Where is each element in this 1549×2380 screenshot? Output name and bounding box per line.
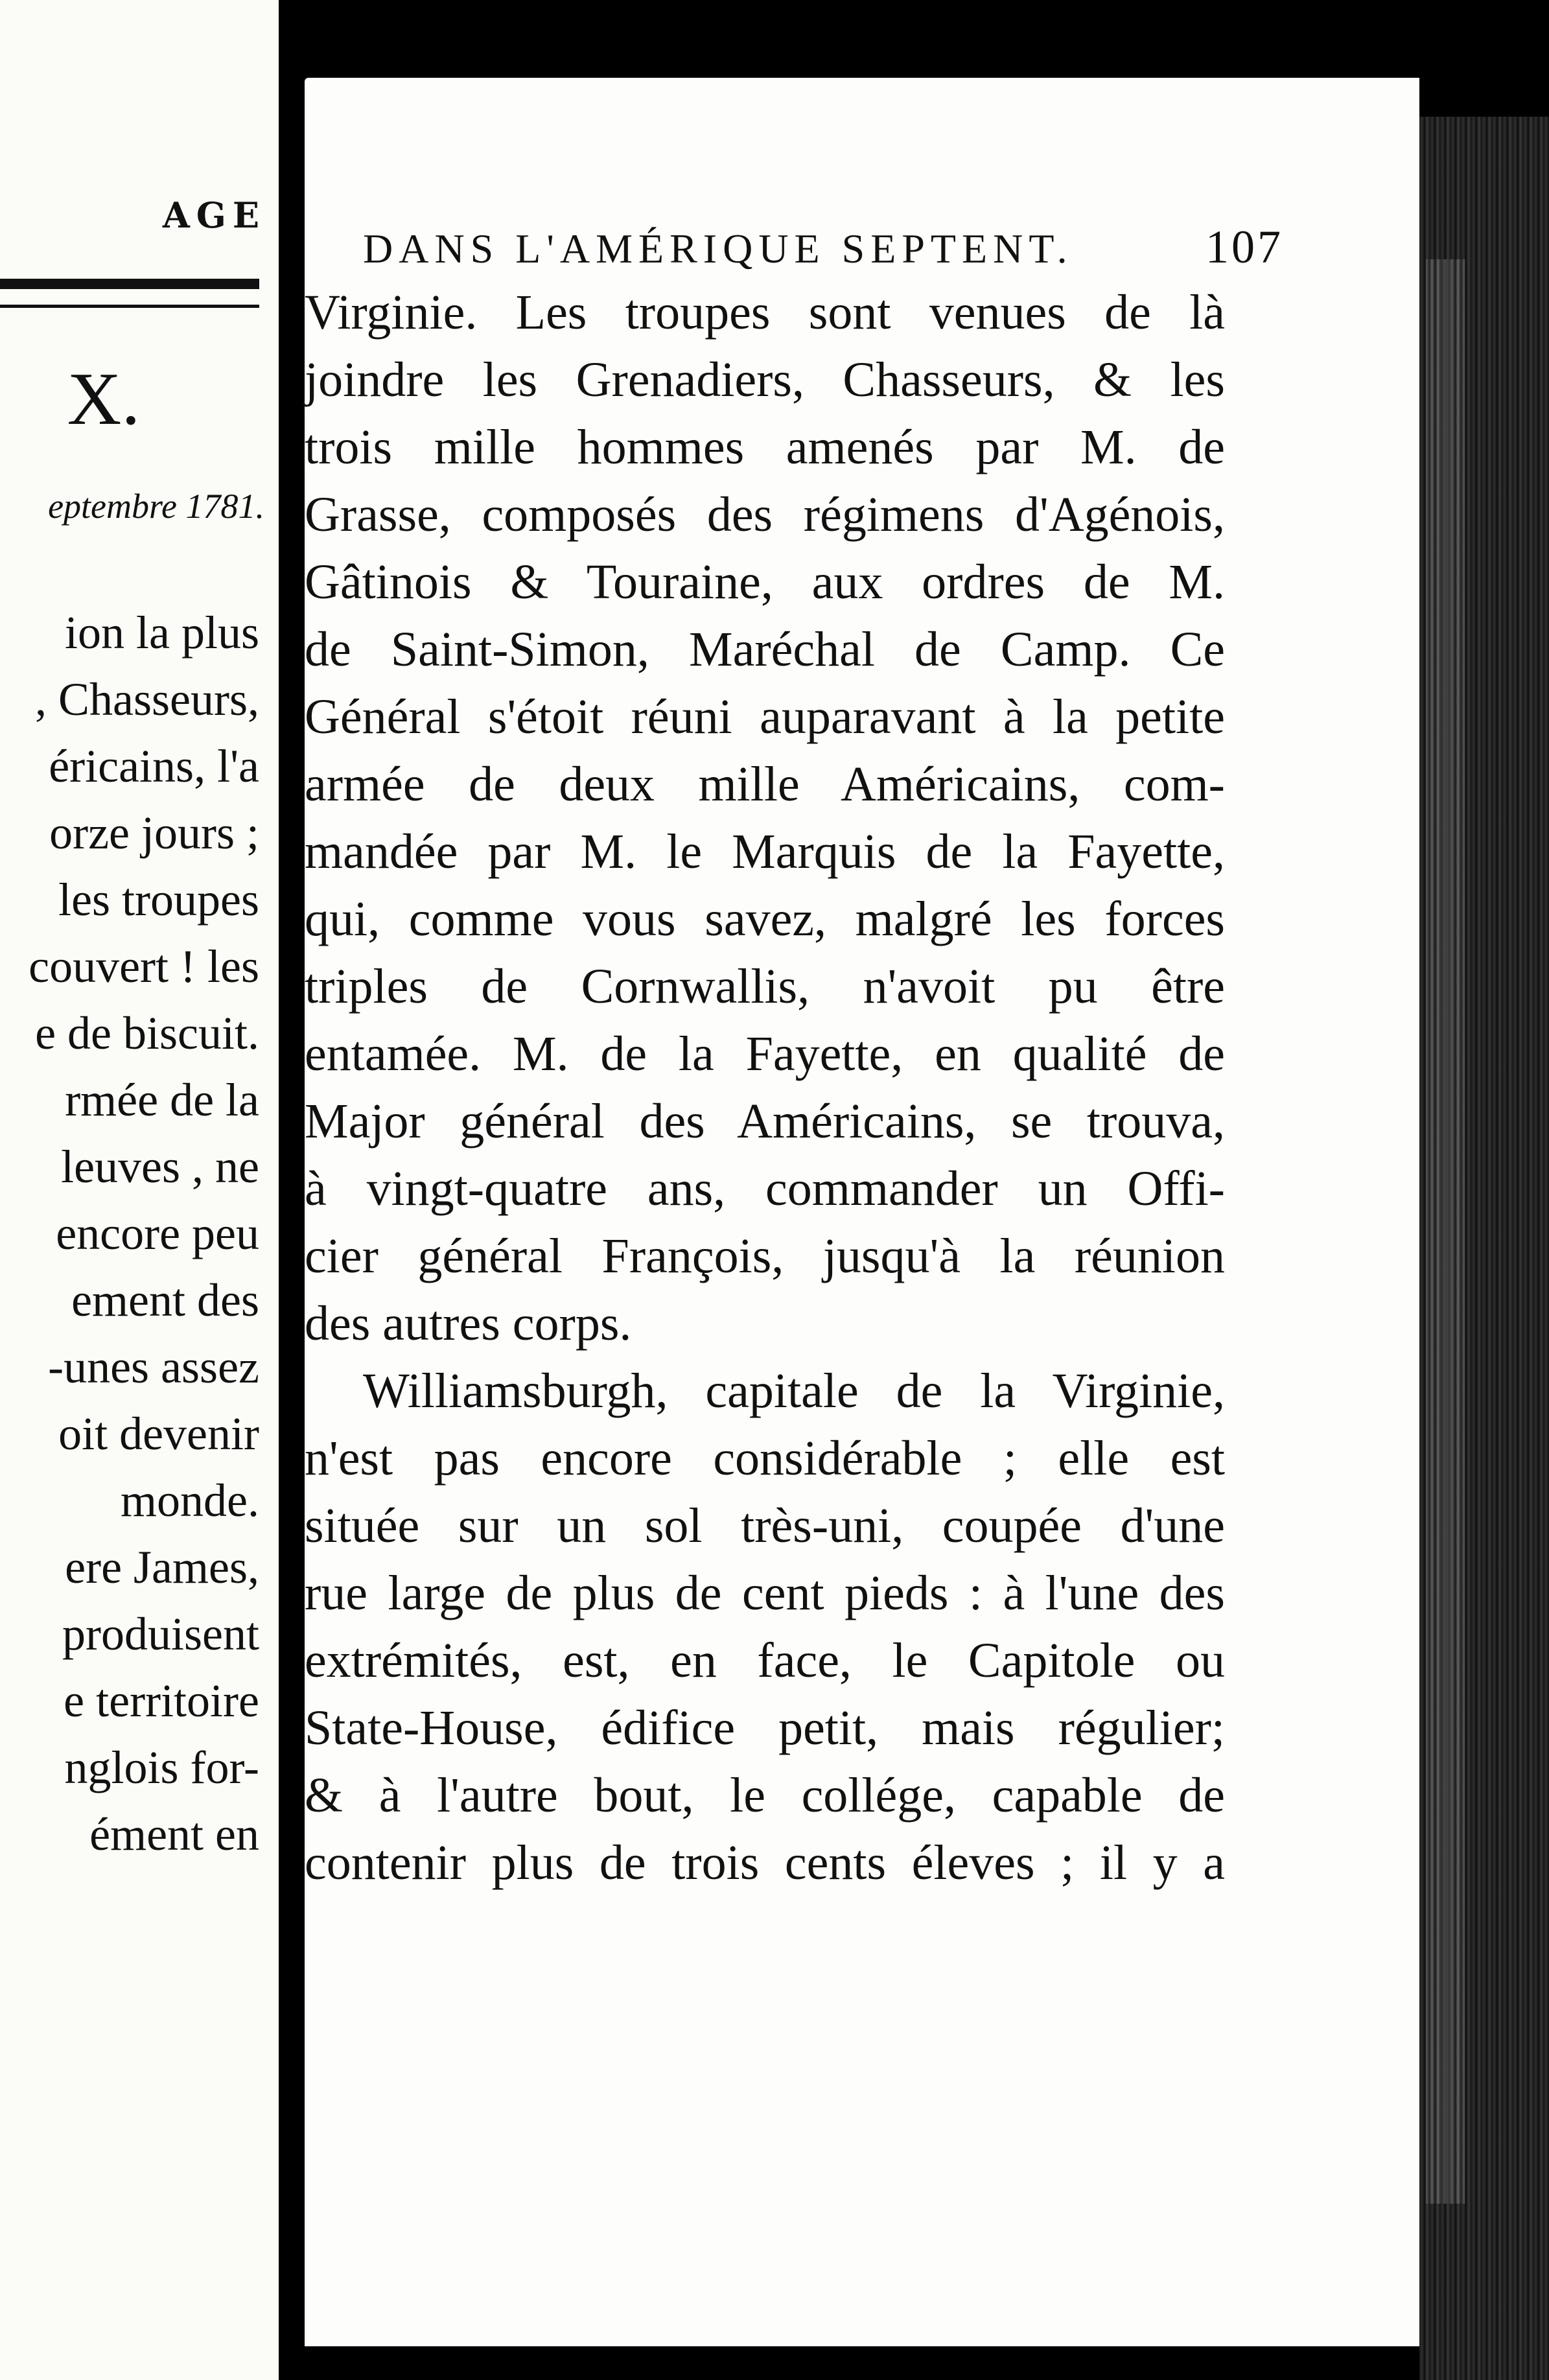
- text-line: située sur un sol très-uni, coupée d'une: [305, 1499, 1225, 1553]
- text-line: des autres corps.: [305, 1296, 632, 1351]
- left-running-head: AGE: [162, 194, 266, 236]
- left-line: -unes assez: [48, 1341, 259, 1393]
- text-line: & à l'autre bout, le collége, capable de: [305, 1768, 1225, 1823]
- text-line: Général s'étoit réuni auparavant à la petite: [305, 690, 1225, 744]
- left-line: e de biscuit.: [35, 1007, 259, 1059]
- text-line: joindre les Grenadiers, Chasseurs, & les: [305, 353, 1225, 407]
- left-line: e territoire: [64, 1675, 259, 1727]
- left-line: , Chasseurs,: [35, 673, 259, 725]
- running-head-title: DANS L'AMÉRIQUE SEPTENT.: [363, 226, 1073, 272]
- left-line: éricains, l'a: [49, 740, 259, 792]
- text-line: contenir plus de trois cents éleves ; il y a: [305, 1836, 1225, 1890]
- text-line: entamée. M. de la Fayette, en qualité de: [305, 1027, 1225, 1081]
- left-line: produisent: [62, 1608, 259, 1660]
- left-text-block: [0, 600, 259, 1868]
- text-line: armée de deux mille Américains, com-: [305, 757, 1225, 811]
- text-line: Williamsburgh, capitale de la Virginie,: [363, 1364, 1225, 1418]
- chapter-number: X.: [67, 358, 141, 441]
- text-line: Major général des Américains, se trouva,: [305, 1094, 1225, 1149]
- text-line: triples de Cornwallis, n'avoit pu être: [305, 959, 1225, 1014]
- running-head: [363, 220, 1283, 285]
- left-line: orze jours ;: [49, 807, 259, 859]
- text-line: n'est pas encore considérable ; elle est: [305, 1431, 1225, 1486]
- chapter-dateline: eptembre 1781.: [48, 487, 264, 526]
- text-line: à vingt-quatre ans, commander un Offi-: [305, 1161, 1225, 1216]
- text-line: State-House, édifice petit, mais régulier;: [305, 1701, 1225, 1755]
- left-line: encore peu: [56, 1208, 259, 1259]
- page-number: 107: [1205, 221, 1283, 273]
- right-text-block: [305, 279, 1225, 1896]
- text-line: Gâtinois & Touraine, aux ordres de M.: [305, 555, 1225, 609]
- left-line: leuves , ne: [61, 1141, 259, 1193]
- text-line: rue large de plus de cent pieds : à l'une des: [305, 1566, 1225, 1620]
- left-line: nglois for-: [64, 1742, 259, 1793]
- text-line: cier général François, jusqu'à la réunion: [305, 1229, 1225, 1283]
- text-line: extrémités, est, en face, le Capitole ou: [305, 1633, 1225, 1688]
- left-line: monde.: [121, 1475, 259, 1526]
- left-line: ere James,: [65, 1541, 259, 1593]
- page-edges: [1426, 259, 1465, 2204]
- text-line: qui, comme vous savez, malgré les forces: [305, 892, 1225, 946]
- text-line: de Saint-Simon, Maréchal de Camp. Ce: [305, 622, 1225, 677]
- text-line: trois mille hommes amenés par M. de: [305, 420, 1225, 474]
- left-line: couvert ! les: [29, 940, 259, 992]
- left-line: les troupes: [58, 874, 259, 926]
- left-line: ement des: [71, 1274, 259, 1326]
- text-line: Grasse, composés des régimens d'Agénois,: [305, 487, 1225, 542]
- text-line: Virginie. Les troupes sont venues de là: [305, 285, 1225, 340]
- text-line: mandée par M. le Marquis de la Fayette,: [305, 824, 1225, 879]
- left-line: oit devenir: [58, 1408, 259, 1460]
- left-page: [0, 0, 279, 2380]
- left-thin-rule: [0, 305, 259, 308]
- left-thick-rule: [0, 279, 259, 289]
- right-page: [305, 78, 1419, 2346]
- left-line: rmée de la: [65, 1074, 259, 1126]
- left-line: ément en: [89, 1808, 259, 1860]
- left-line: ion la plus: [65, 607, 259, 659]
